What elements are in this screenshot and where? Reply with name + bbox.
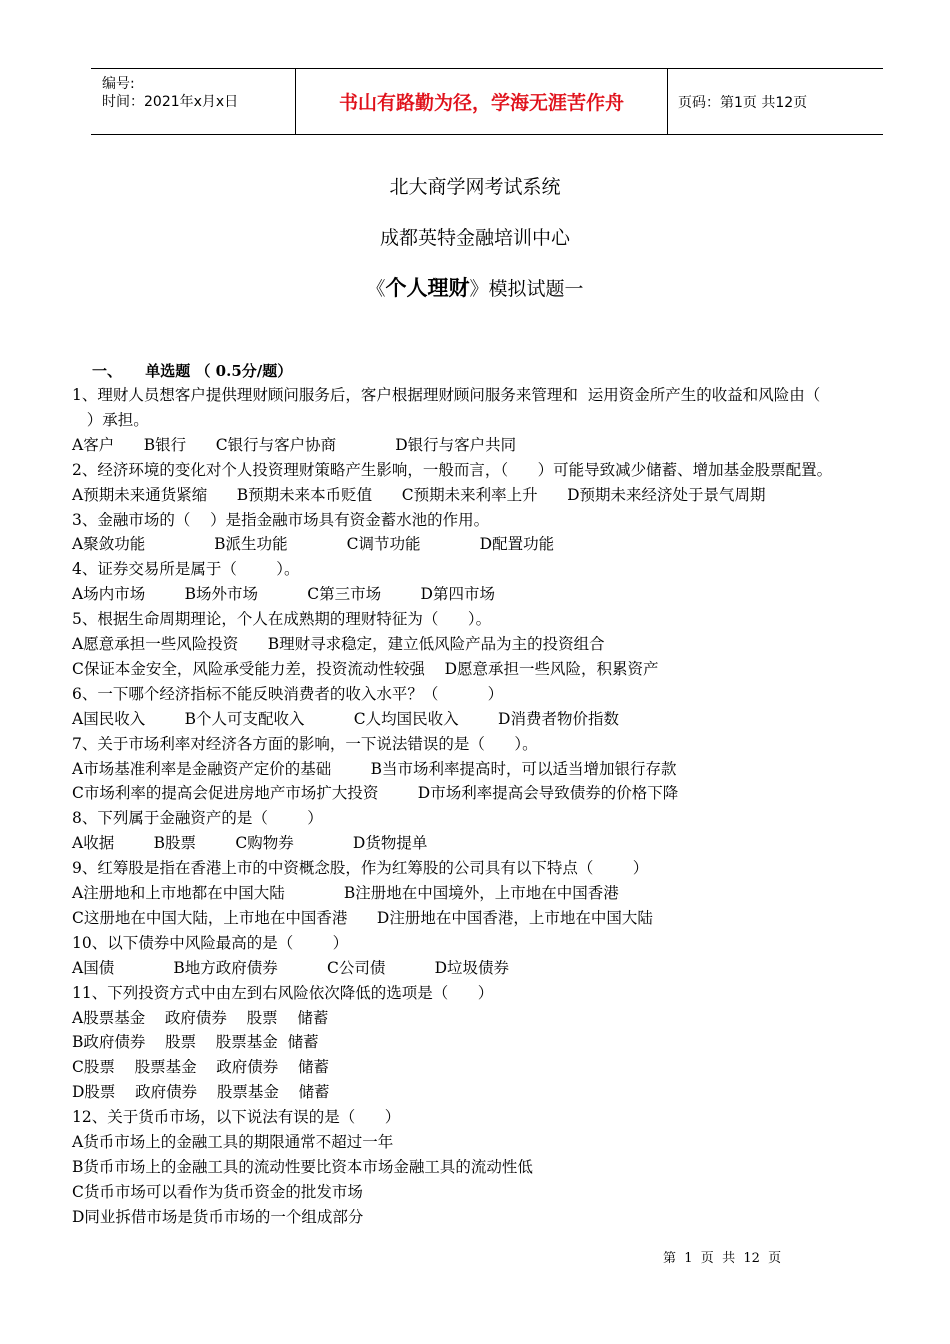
question-line: A市场基准利率是金融资产定价的基础 B当市场利率提高时，可以适当增加银行存款 [72, 759, 677, 778]
system-title: 北大商学网考试系统 [389, 176, 561, 198]
document-number-label: 编号: [102, 76, 135, 92]
exam-title-subject: 个人理财 [385, 275, 470, 300]
exam-title [0, 272, 950, 302]
question-line: A客户 B银行 C银行与客户协商 D银行与客户共同 [72, 435, 517, 454]
question-line: A预期未来通货紧缩 B预期未来本币贬值 C预期未来利率上升 D预期未来经济处于景气周期 [72, 485, 766, 504]
question-line: C保证本金安全，风险承受能力差，投资流动性较强 D愿意承担一些风险，积累资产 [72, 659, 659, 678]
question-line: C股票 股票基金 政府债券 储蓄 [72, 1058, 329, 1077]
question-line: A收据 B股票 C购物券 D货物提单 [72, 834, 428, 853]
motto-text: 书山有路勤为径，学海无涯苦作舟 [338, 92, 624, 114]
document-time-label: 时间：2021年x月x日 [102, 94, 239, 110]
question-line: A国民收入 B个人可支配收入 C人均国民收入 D消费者物价指数 [72, 709, 619, 728]
page-info: 页码：第1页 共12页 [678, 94, 808, 111]
header-meta-cell [91, 69, 295, 134]
question-line: D同业拆借市场是货币市场的一个组成部分 [72, 1207, 364, 1226]
question-line: 1、理财人员想客户提供理财顾问服务后，客户根据理财顾问服务来管理和 运用资金所产生的收益和风险由（ [72, 386, 821, 404]
question-line: A货币市场上的金融工具的期限通常不超过一年 [72, 1133, 394, 1151]
question-line: C货币市场可以看作为货币资金的批发市场 [72, 1182, 363, 1201]
question-line: A股票基金 政府债券 股票 储蓄 [72, 1008, 329, 1027]
exam-title-rest: 》模拟试题一 [469, 278, 584, 300]
question-line: A愿意承担一些风险投资 B理财寻求稳定，建立低风险产品为主的投资组合 [72, 635, 605, 653]
header-motto-cell [295, 69, 668, 134]
question-line: 7、关于市场利率对经济各方面的影响，一下说法错误的是（ ）。 [72, 734, 538, 753]
section-number: 一、 [92, 362, 123, 380]
question-line: 10、以下债券中风险最高的是（ ） [72, 933, 349, 952]
header-page-cell [668, 69, 883, 134]
question-line: A场内市场 B场外市场 C第三市场 D第四市场 [72, 585, 495, 604]
question-line: C这册地在中国大陆，上市地在中国香港 D注册地在中国香港，上市地在中国大陆 [72, 908, 653, 927]
question-line: 5、根据生命周期理论，个人在成熟期的理财特征为（ ）。 [72, 610, 492, 629]
page-header [91, 68, 883, 135]
question-line: C市场利率的提高会促进房地产市场扩大投资 D市场利率提高会导致债券的价格下降 [72, 784, 679, 803]
question-line: A国债 B地方政府债券 C公司债 D垃圾债券 [72, 958, 510, 977]
question-line: 12、关于货币市场，以下说法有误的是（ ） [72, 1108, 401, 1127]
page-footer: 第 1 页 共 12 页 [663, 1251, 782, 1266]
exam-title-open: 《 [366, 278, 386, 300]
question-line: 3、金融市场的（ ）是指金融市场具有资金蓄水池的作用。 [72, 510, 490, 529]
question-line: A聚敛功能 B派生功能 C调节功能 D配置功能 [72, 535, 555, 554]
question-line: D股票 政府债券 股票基金 储蓄 [72, 1083, 330, 1102]
section-title: 单选题 （ 0.5分/题） [145, 362, 293, 380]
question-line: 6、一下哪个经济指标不能反映消费者的收入水平？（ ） [72, 684, 504, 703]
question-line: B货币市场上的金融工具的流动性要比资本市场金融工具的流动性低 [72, 1157, 533, 1176]
center-title: 成都英特金融培训中心 [379, 227, 570, 249]
question-line: 8、下列属于金融资产的是（ ） [72, 809, 323, 828]
question-line: 11、下列投资方式中由左到右风险依次降低的选项是（ ） [72, 983, 494, 1002]
question-line: A注册地和上市地都在中国大陆 B注册地在中国境外，上市地在中国香港 [72, 884, 619, 902]
question-line: 4、证券交易所是属于（ ）。 [72, 560, 300, 579]
question-line: ）承担。 [72, 410, 149, 429]
question-line: 2、经济环境的变化对个人投资理财策略产生影响，一般而言，（ ）可能导致减少储蓄、增加基金股票配置。 [72, 460, 833, 479]
section-heading [92, 360, 292, 381]
question-line: B政府债券 股票 股票基金 储蓄 [72, 1033, 319, 1052]
question-line: 9、红筹股是指在香港上市的中资概念股，作为红筹股的公司具有以下特点（ ） [72, 859, 649, 878]
